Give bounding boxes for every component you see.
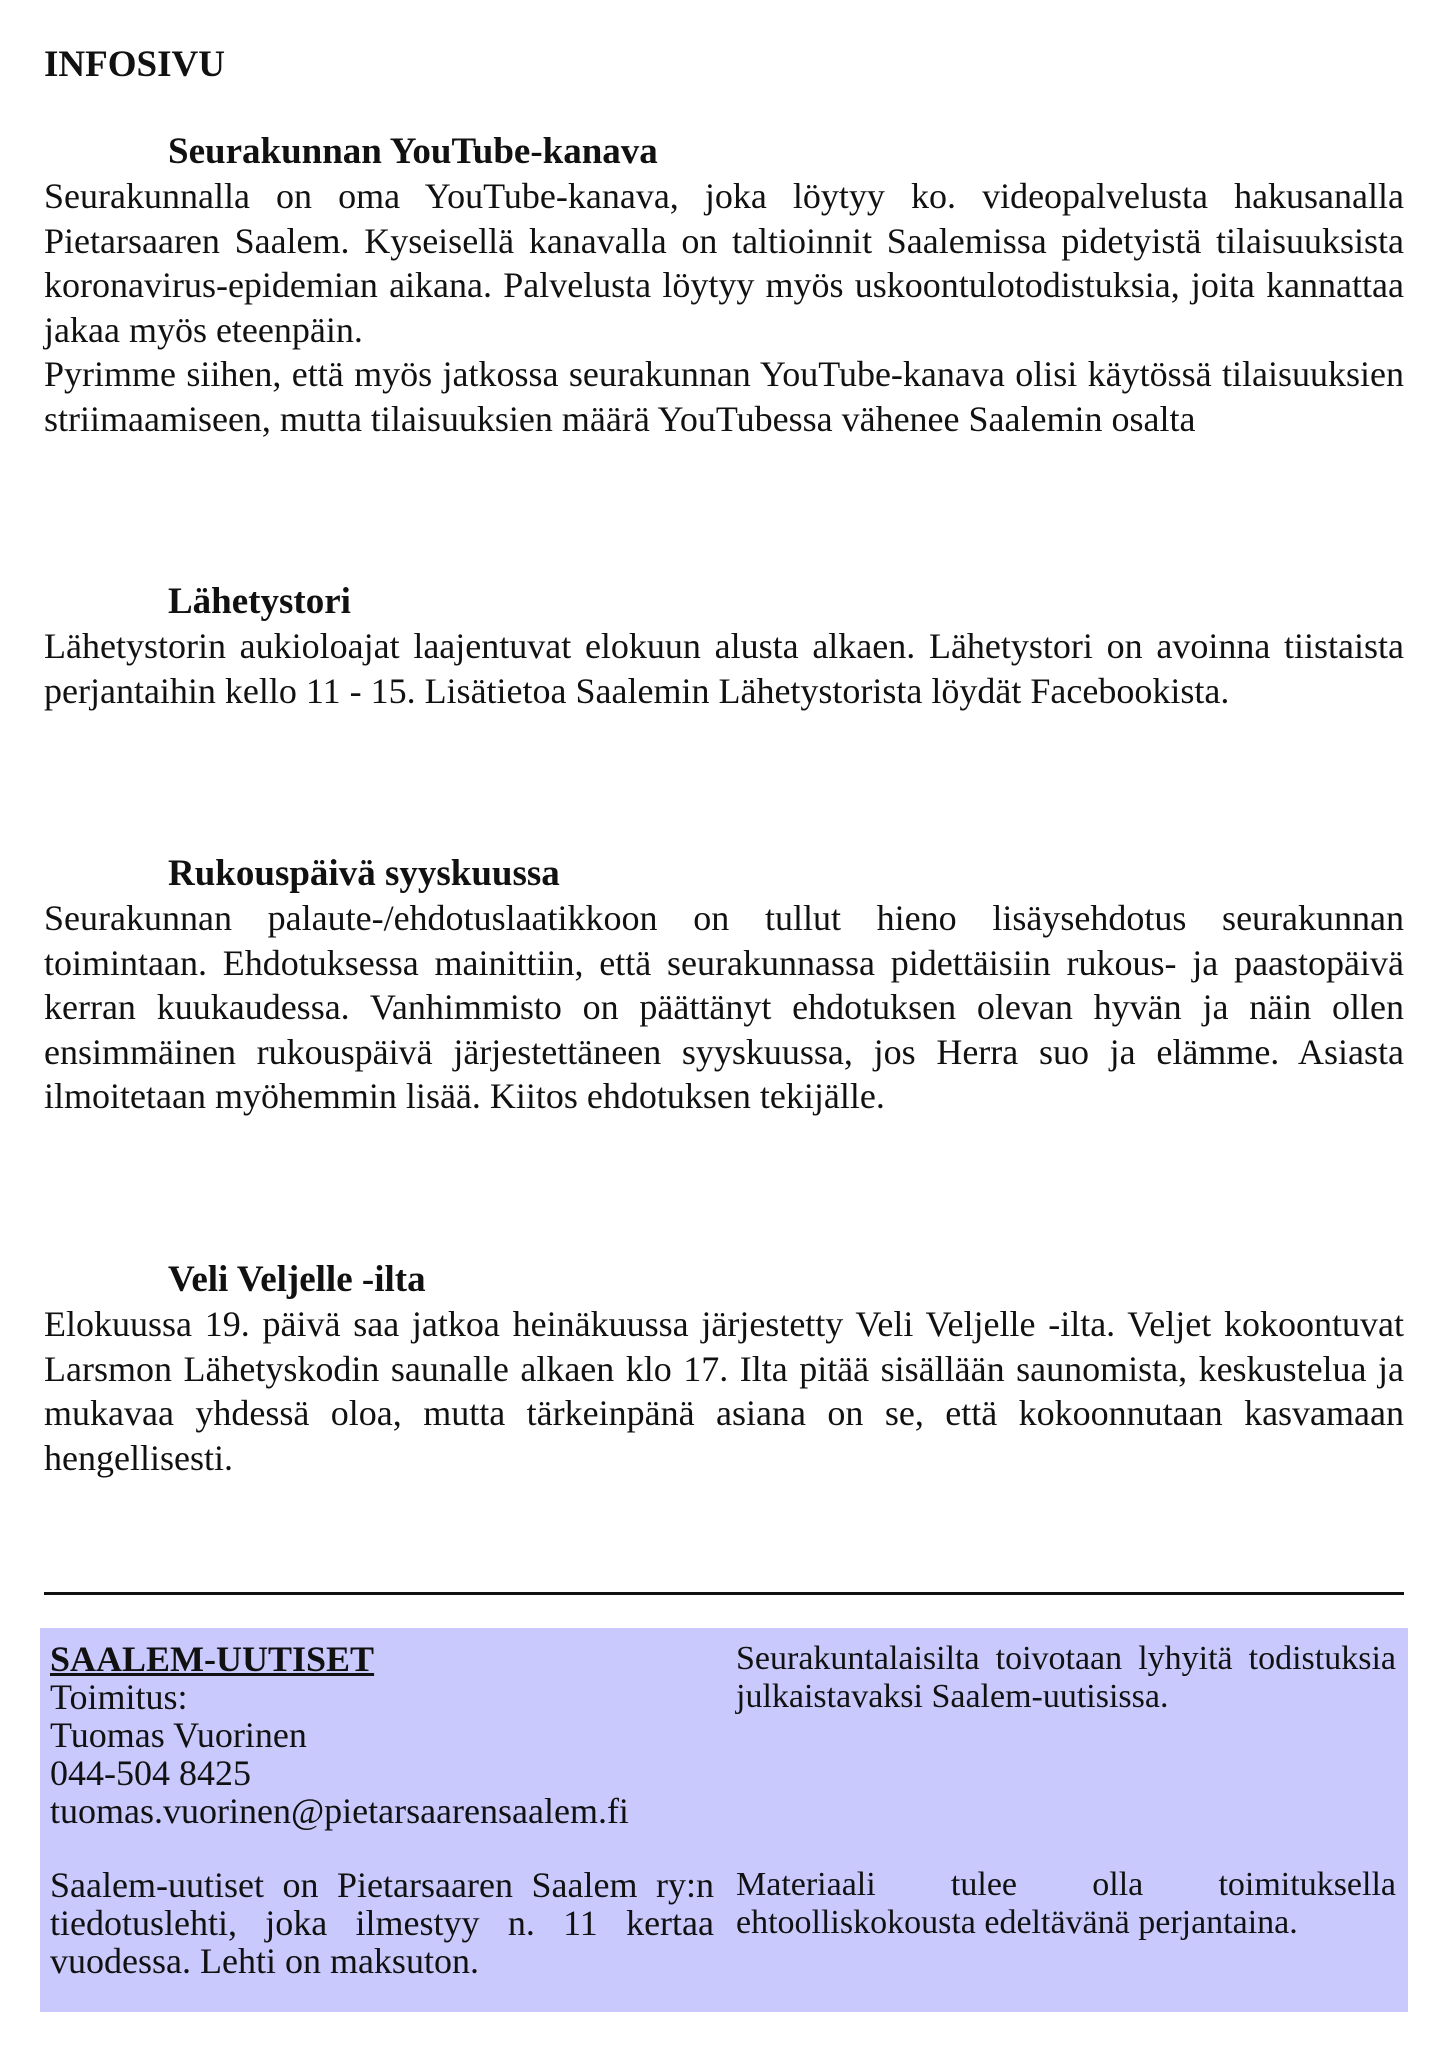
paragraph: Elokuussa 19. päivä saa jatkoa heinäkuussa järjestetty Veli Veljelle -ilta. Veljet kokoontuvat Larsmon Lähetyskodin saunalle alkaen klo 17. Ilta pitää sisällään saunomista, keskustelua ja mukavaa yhdessä oloa, mutta tärkeinpänä asiana on se, että kokoonnutaan kasvamaan hengellisesti. [44,1304,1404,1478]
editor-phone: 044-504 8425 [50,1753,251,1793]
footer-divider [44,1592,1404,1595]
section-veli-veljelle [44,1258,1404,1480]
editor-label: Toimitus: [50,1677,188,1717]
testimonials-note: Seurakuntalaisilta toivotaan lyhyitä todistuksia julkaistavaksi Saalem-uutisissa. [736,1640,1396,1715]
masthead-left-column [50,1639,714,1981]
section-body-lahetystori [44,624,1404,713]
paragraph: Lähetystorin aukioloajat laajentuvat elokuun alusta alkaen. Lähetystori on avoinna tiistaista perjantaihin kello 11 - 15. Lisätietoa Saalemin Lähetystorista löydät Facebookista. [44,626,1404,711]
masthead-title: SAALEM-UUTISET [50,1639,375,1679]
section-body-youtube [44,174,1404,442]
section-title-veli-veljelle: Veli Veljelle -ilta [168,1259,426,1300]
section-rukouspaiva [44,852,1404,1119]
section-title-youtube: Seurakunnan YouTube-kanava [168,131,658,172]
page-title: INFOSIVU [44,44,225,85]
paragraph: Pyrimme siihen, että myös jatkossa seurakunnan YouTube-kanava olisi käytössä tilaisuuksien striimaamiseen, mutta tilaisuuksien määrä YouTubessa vähenee Saalemin osalta [44,354,1404,439]
section-body-rukouspaiva [44,896,1404,1119]
section-youtube [44,130,1404,442]
paragraph: Seurakunnan palaute-/ehdotuslaatikkoon on tullut hieno lisäysehdotus seurakunnan toimintaan. Ehdotuksessa mainittiin, että seurakunnassa pidettäisiin rukous- ja paastopäivä kerran kuukaudessa. Vanhimmisto on päättänyt ehdotuksen olevan hyvän ja näin ollen ensimmäinen rukouspäivä järjestettäneen syyskuussa, jos Herra suo ja elämme. Asiasta ilmoitetaan myöhemmin lisää. Kiitos ehdotuksen tekijälle. [44,898,1404,1117]
section-title-rukouspaiva: Rukouspäivä syyskuussa [168,853,560,894]
publication-about: Saalem-uutiset on Pietarsaaren Saalem ry:n tiedotuslehti, joka ilmestyy n. 11 kertaa vuodessa. Lehti on maksuton. [50,1865,714,1981]
paragraph: Seurakunnalla on oma YouTube-kanava, joka löytyy ko. videopalvelusta hakusanalla Pietarsaaren Saalem. Kyseisellä kanavalla on taltioinnit Saalemissa pidetyistä tilaisuuksista koronavirus-epidemian aikana. Palvelusta löytyy myös uskoontulotodistuksia, joita kannattaa jakaa myös eteenpäin. [44,176,1404,350]
section-body-veli-veljelle [44,1302,1404,1480]
section-lahetystori [44,580,1404,713]
deadline-note: Materiaali tulee olla toimituksella ehtoolliskokousta edeltävänä perjantaina. [736,1866,1396,1941]
section-title-lahetystori: Lähetystori [168,581,351,622]
editor-name: Tuomas Vuorinen [50,1715,307,1755]
masthead-right-column [736,1640,1396,1941]
editor-email[interactable]: tuomas.vuorinen@pietarsaarensaalem.fi [50,1791,629,1831]
masthead-box [40,1628,1408,2012]
